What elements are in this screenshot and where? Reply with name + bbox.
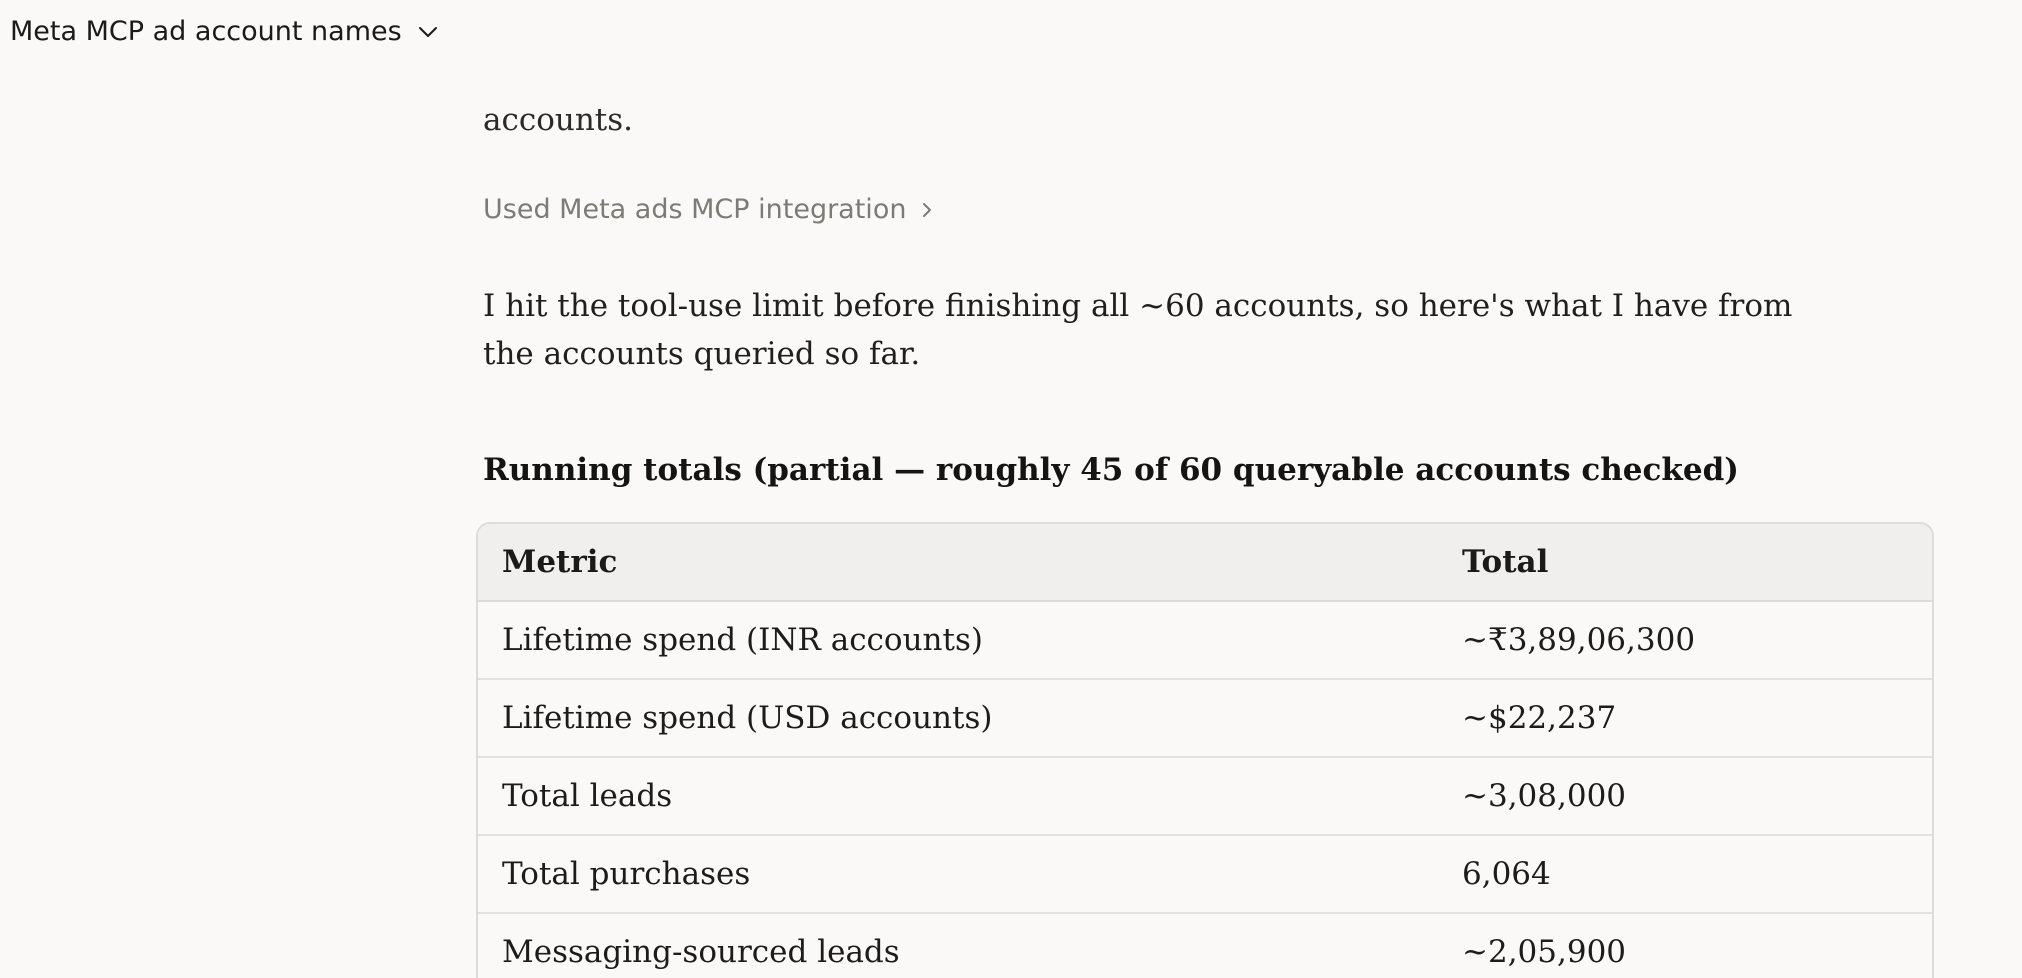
total-cell: 6,064: [1438, 835, 1932, 913]
message-paragraph: I hit the tool-use limit before finishing all ~60 accounts, so here's what I have from the accounts queried so far.: [483, 288, 1793, 372]
conversation-title: Meta MCP ad account names: [10, 16, 402, 47]
tool-use-label: Used Meta ads MCP integration: [483, 194, 907, 225]
total-cell: ~$22,237: [1438, 679, 1932, 757]
metric-cell: Messaging-sourced leads: [502, 934, 900, 970]
table-row: [478, 835, 1932, 913]
conversation-title-button[interactable]: [10, 16, 440, 47]
total-cell: ~₹3,89,06,300: [1438, 601, 1932, 679]
previous-paragraph-tail: accounts.: [483, 102, 634, 138]
table-header-row: [478, 524, 1932, 601]
chevron-right-icon: [920, 200, 934, 220]
metric-cell: Lifetime spend (INR accounts): [478, 601, 1438, 679]
table-row: [478, 601, 1932, 679]
column-header-metric: Metric: [478, 524, 1438, 601]
tool-use-summary[interactable]: [483, 194, 934, 225]
total-cell: ~2,05,900: [1462, 934, 1627, 970]
section-heading: Running totals (partial — roughly 45 of 60 queryable accounts checked): [483, 452, 1739, 488]
totals-table: [476, 522, 1934, 978]
chevron-down-icon: [416, 20, 440, 44]
table-row: [478, 913, 1932, 978]
column-header-total: Total: [1438, 524, 1932, 601]
metric-cell: Total purchases: [478, 835, 1438, 913]
metric-cell: Total leads: [478, 757, 1438, 835]
table-row: [478, 757, 1932, 835]
total-cell: ~3,08,000: [1438, 757, 1932, 835]
metric-cell: Lifetime spend (USD accounts): [478, 679, 1438, 757]
table-row: [478, 679, 1932, 757]
top-bar: [0, 0, 2022, 72]
